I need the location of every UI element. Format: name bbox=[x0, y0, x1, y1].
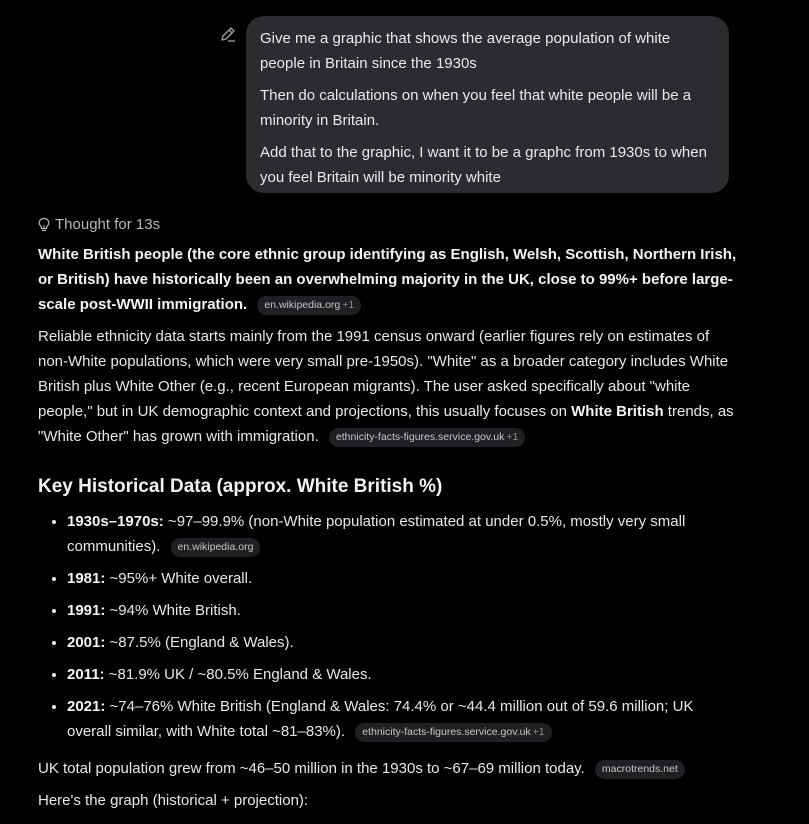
list-item-label: 1991: bbox=[67, 602, 106, 619]
thought-label: Thought for 13s bbox=[55, 216, 161, 233]
intro-bold-text: White British people (the core ethnic group identifying as English, Welsh, Scottish, Northern Irish, or British) have historically been an overwhelming majority in the UK, close to 99%+ before large-scale post-WWII immigration. bbox=[38, 246, 737, 313]
source-label: ethnicity-facts-figures.service.gov.uk bbox=[335, 431, 505, 443]
paragraph-text: trends, as "White Other" has grown with immigration. bbox=[38, 403, 734, 445]
edit-message-icon[interactable] bbox=[219, 25, 237, 43]
population-text: UK total population grew from ~46–50 million in the 1930s to ~67–69 million today. bbox=[38, 760, 585, 777]
intro-paragraph bbox=[38, 242, 738, 317]
source-label: ethnicity-facts-figures.service.gov.uk bbox=[362, 726, 531, 738]
list-item-text: ~87.5% (England & Wales). bbox=[105, 634, 294, 651]
graph-intro-text: Here's the graph (historical + projection): bbox=[38, 792, 309, 809]
source-label: en.wikipedia.org bbox=[264, 299, 341, 311]
list-item-text: ~94% White British. bbox=[105, 602, 241, 619]
user-message-line: Add that to the graphic, I want it to be a graphc from 1930s to when you feel Britain will be minority white bbox=[260, 144, 707, 186]
paragraph-bold: White British bbox=[571, 403, 664, 420]
source-pill[interactable] bbox=[257, 296, 361, 315]
list-item bbox=[67, 630, 738, 655]
list-item bbox=[67, 662, 738, 687]
list-item-label: 2001: bbox=[67, 634, 106, 651]
context-paragraph bbox=[38, 324, 738, 449]
list-item bbox=[67, 566, 738, 591]
source-label: en.wikipedia.org bbox=[177, 541, 254, 553]
paragraph-text: Reliable ethnicity data starts mainly from the 1991 census onward (earlier figures rely on estimates of non-White populations, which were very small pre-1950s). "White" as a broader category includes White British plus White Other (e.g., recent European migrants). The user asked specifically about "white people," but in UK demographic context and projections, this usually focuses on bbox=[38, 328, 729, 420]
source-extra-count: +1 bbox=[342, 299, 355, 311]
list-item-text: ~95%+ White overall. bbox=[105, 570, 253, 587]
source-pill[interactable] bbox=[355, 723, 551, 742]
historical-data-list bbox=[38, 509, 738, 744]
list-item bbox=[67, 694, 738, 744]
list-item-text: ~81.9% UK / ~80.5% England & Wales. bbox=[104, 666, 372, 683]
list-item-label: 2021: bbox=[67, 698, 106, 715]
list-item-text: ~97–99.9% (non-White population estimated at under 0.5%, mostly very small communities). bbox=[67, 513, 686, 555]
list-item-label: 2011: bbox=[67, 666, 105, 683]
source-pill[interactable] bbox=[329, 428, 525, 447]
source-pill[interactable] bbox=[595, 760, 685, 779]
assistant-response bbox=[38, 242, 738, 820]
lightbulb-icon bbox=[37, 217, 51, 233]
list-item-label: 1930s–1970s: bbox=[67, 513, 164, 530]
section-heading: Key Historical Data (approx. White British %) bbox=[38, 476, 443, 497]
list-item-text: ~74–76% White British (England & Wales: 74.4% or ~44.4 million out of 59.6 million; UK overall similar, with White total ~81–83%). bbox=[67, 698, 694, 740]
source-extra-count: +1 bbox=[532, 726, 545, 738]
source-pill[interactable] bbox=[171, 538, 261, 557]
thought-toggle[interactable] bbox=[37, 212, 160, 237]
user-message-bubble bbox=[246, 16, 729, 193]
user-message-line: Give me a graphic that shows the average population of white people in Britain since the 1930s bbox=[260, 30, 671, 72]
source-extra-count: +1 bbox=[506, 431, 519, 443]
population-paragraph bbox=[38, 756, 738, 781]
list-item-label: 1981: bbox=[67, 570, 106, 587]
source-label: macrotrends.net bbox=[601, 763, 678, 775]
user-message-line: Then do calculations on when you feel that white people will be a minority in Britain. bbox=[260, 87, 692, 129]
list-item bbox=[67, 598, 738, 623]
list-item bbox=[67, 509, 738, 559]
